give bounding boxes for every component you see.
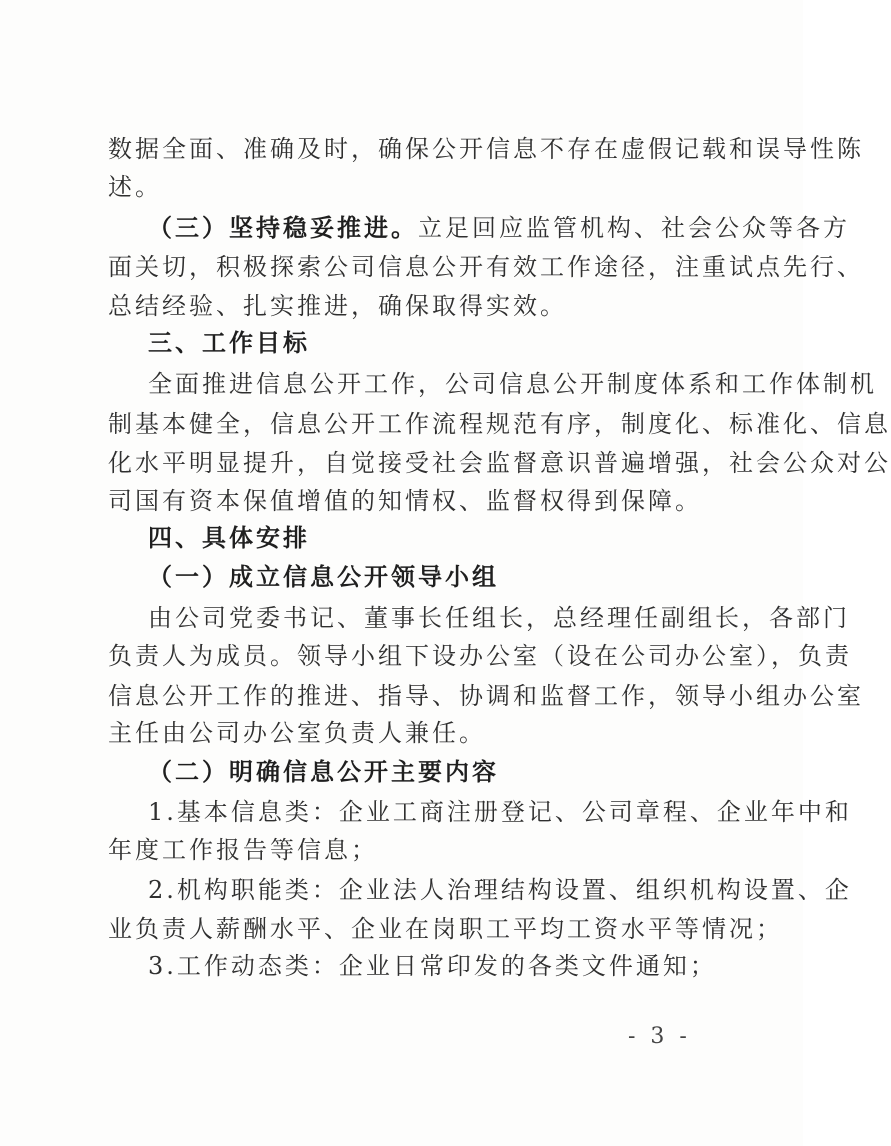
subsection-heading: （一）成立信息公开领导小组 bbox=[148, 562, 499, 591]
text-line: 1.基本信息类：企业工商注册登记、公司章程、企业年中和 bbox=[148, 798, 852, 826]
section-paragraph bbox=[148, 213, 850, 243]
text-line: 由公司党委书记、董事长任组长，总经理任副组长，各部门 bbox=[148, 604, 850, 632]
text-line: 信息公开工作的推进、指导、协调和监督工作，领导小组办公室 bbox=[108, 682, 864, 710]
text-line: 制基本健全，信息公开工作流程规范有序，制度化、标准化、信息 bbox=[108, 410, 891, 438]
text-line: 化水平明显提升，自觉接受社会监督意识普遍增强，社会公众对公 bbox=[108, 449, 891, 477]
text-line: 司国有资本保值增值的知情权、监督权得到保障。 bbox=[108, 487, 702, 515]
text-run: 立足回应监管机构、社会公众等各方 bbox=[418, 214, 850, 242]
text-line: 面关切，积极探索公司信息公开有效工作途径，注重试点先行、 bbox=[108, 253, 864, 281]
text-line: 数据全面、准确及时，确保公开信息不存在虚假记载和误导性陈 bbox=[108, 135, 864, 163]
text-line: 年度工作报告等信息； bbox=[108, 836, 378, 864]
text-line: 总结经验、扎实推进，确保取得实效。 bbox=[108, 292, 567, 320]
section-heading: 四、具体安排 bbox=[148, 523, 310, 552]
page-number: - 3 - bbox=[628, 1024, 691, 1049]
text-line: 全面推进信息公开工作，公司信息公开制度体系和工作体制机 bbox=[148, 370, 877, 398]
section-heading: 三、工作目标 bbox=[148, 328, 310, 357]
text-line: 3.工作动态类：企业日常印发的各类文件通知； bbox=[148, 952, 717, 980]
subsection-heading: （二）明确信息公开主要内容 bbox=[148, 757, 499, 786]
text-line: 2.机构职能类：企业法人治理结构设置、组织机构设置、企 bbox=[148, 876, 852, 904]
text-line: 业负责人薪酬水平、企业在岗职工平均工资水平等情况； bbox=[108, 915, 783, 943]
text-line: 述。 bbox=[108, 173, 162, 201]
subsection-heading: （三）坚持稳妥推进。 bbox=[148, 213, 418, 242]
text-line: 负责人为成员。领导小组下设办公室（设在公司办公室），负责 bbox=[108, 642, 852, 670]
text-line: 主任由公司办公室负责人兼任。 bbox=[108, 719, 486, 747]
